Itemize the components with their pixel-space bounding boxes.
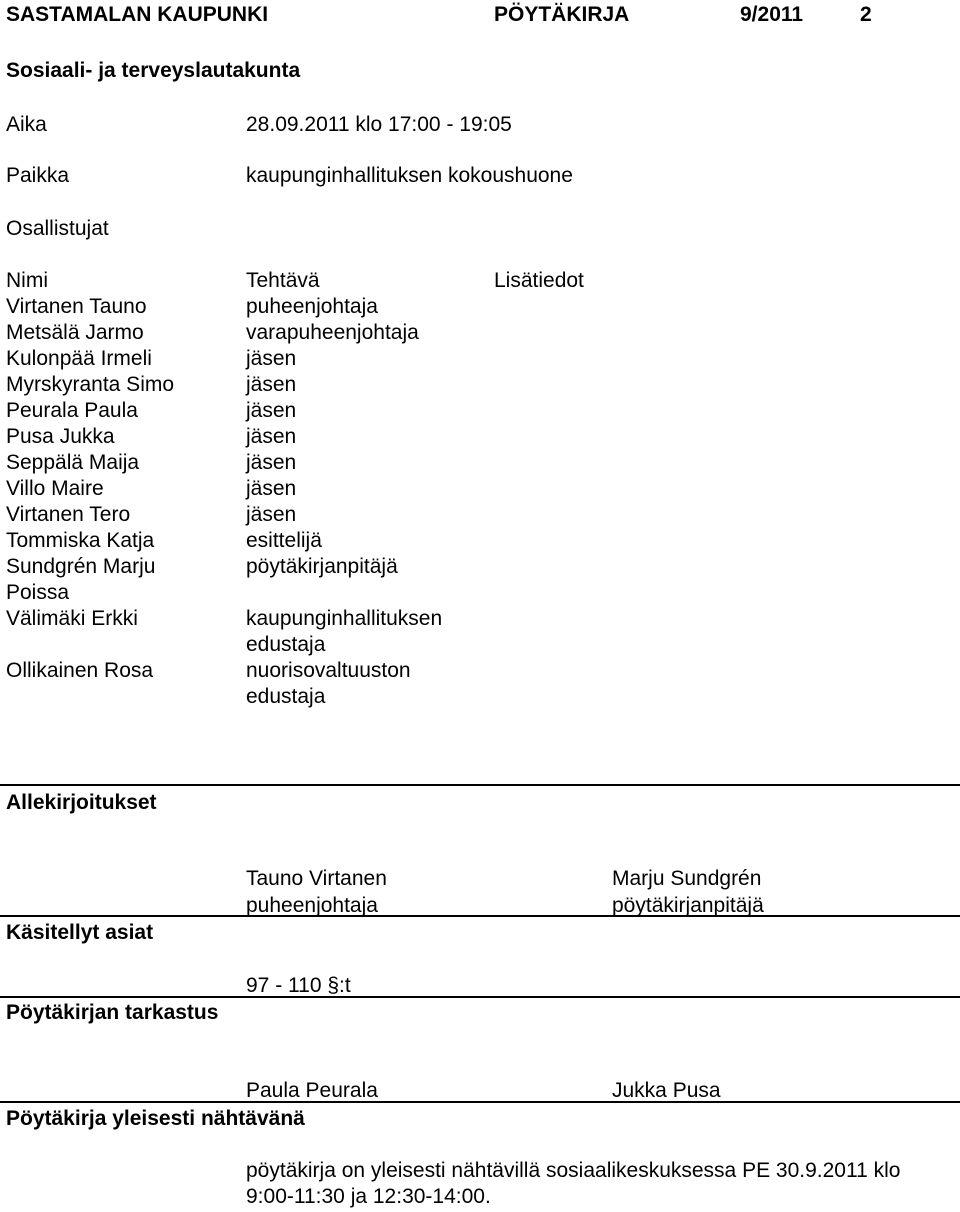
absent-name: Välimäki Erkki — [6, 607, 138, 630]
column-header-info: Lisätiedot — [494, 269, 584, 292]
participant-name: Metsälä Jarmo — [6, 321, 144, 344]
divider — [0, 996, 960, 998]
review-label: Pöytäkirjan tarkastus — [6, 1001, 219, 1024]
absent-name: Ollikainen Rosa — [6, 659, 154, 682]
reviewer-name: Jukka Pusa — [612, 1079, 721, 1102]
participant-name: Tommiska Katja — [6, 529, 155, 552]
absent-role: kaupunginhallituksen — [246, 607, 443, 630]
divider — [0, 784, 960, 786]
reviewer-name: Paula Peurala — [246, 1079, 378, 1102]
time-label: Aika — [6, 113, 47, 136]
handled-items-value: 97 - 110 §:t — [246, 974, 351, 997]
signer-role: puheenjohtaja — [246, 894, 378, 917]
committee-name: Sosiaali- ja terveyslautakunta — [6, 59, 301, 82]
participant-role: jäsen — [246, 399, 297, 422]
participant-role: jäsen — [246, 451, 297, 474]
public-display-label: Pöytäkirja yleisesti nähtävänä — [6, 1107, 305, 1130]
participant-role: jäsen — [246, 373, 297, 396]
participant-role: varapuheenjohtaja — [246, 321, 419, 344]
public-display-text: pöytäkirja on yleisesti nähtävillä sosiaalikeskuksessa PE 30.9.2011 klo — [246, 1159, 901, 1182]
column-header-role: Tehtävä — [246, 269, 320, 292]
document-number: 9/2011 — [740, 3, 804, 26]
participant-role: jäsen — [246, 477, 297, 500]
participant-role: esittelijä — [246, 529, 322, 552]
page-number: 2 — [860, 3, 872, 26]
place-label: Paikka — [6, 164, 70, 187]
participants-label: Osallistujat — [6, 217, 109, 240]
divider — [0, 915, 960, 917]
participant-role: jäsen — [246, 425, 297, 448]
participant-role: puheenjohtaja — [246, 295, 378, 318]
participant-role: pöytäkirjanpitäjä — [246, 555, 398, 578]
participant-role: jäsen — [246, 503, 297, 526]
signer-role: pöytäkirjanpitäjä — [612, 894, 764, 917]
absent-label: Poissa — [6, 581, 70, 604]
participant-name: Myrskyranta Simo — [6, 373, 175, 396]
participant-name: Kulonpää Irmeli — [6, 347, 152, 370]
column-header-name: Nimi — [6, 269, 48, 292]
organization-name: SASTAMALAN KAUPUNKI — [6, 3, 269, 26]
participant-name: Virtanen Tauno — [6, 295, 147, 318]
signer-name: Tauno Virtanen — [246, 867, 387, 890]
place-value: kaupunginhallituksen kokoushuone — [246, 164, 573, 187]
signatures-label: Allekirjoitukset — [6, 791, 157, 814]
absent-role-continued: edustaja — [246, 685, 326, 708]
time-value: 28.09.2011 klo 17:00 - 19:05 — [246, 113, 512, 136]
absent-role: nuorisovaltuuston — [246, 659, 411, 682]
public-display-text-continued: 9:00-11:30 ja 12:30-14:00. — [246, 1185, 491, 1208]
participant-name: Sundgrén Marju — [6, 555, 156, 578]
participant-name: Pusa Jukka — [6, 425, 115, 448]
participant-name: Virtanen Tero — [6, 503, 131, 526]
handled-items-label: Käsitellyt asiat — [6, 921, 154, 944]
document-type: PÖYTÄKIRJA — [494, 3, 630, 26]
divider — [0, 1101, 960, 1103]
participant-name: Villo Maire — [6, 477, 104, 500]
participant-name: Peurala Paula — [6, 399, 138, 422]
absent-role-continued: edustaja — [246, 633, 326, 656]
participant-role: jäsen — [246, 347, 297, 370]
signer-name: Marju Sundgrén — [612, 867, 762, 890]
participant-name: Seppälä Maija — [6, 451, 140, 474]
